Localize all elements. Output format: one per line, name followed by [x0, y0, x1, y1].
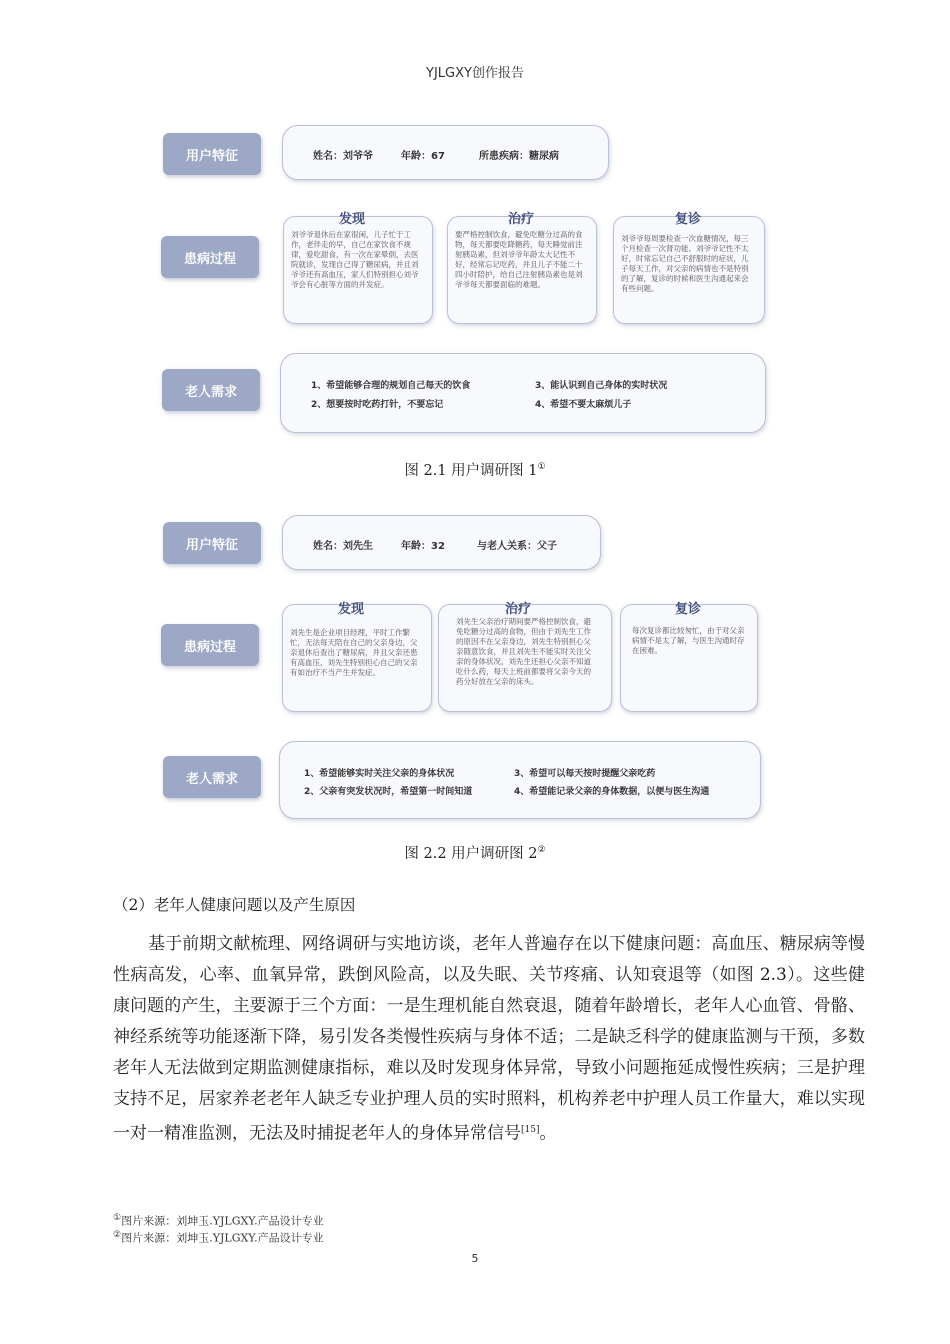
figure-caption-2	[0, 842, 950, 863]
user-relation: 与老人关系：父子	[477, 541, 557, 552]
revisit-text: 刘爷爷每周要检查一次血糖情况，每三个月检查一次肾功能。刘爷爷记性不太好，时常忘记自己不舒服时的症状，儿子每天工作，对父亲的病情也不是特别的了解，复诊的时候和医生沟通起来会有些问题。	[621, 234, 749, 293]
label-user-traits: 用户特征	[163, 522, 261, 564]
caption-text: 图 2.1 用户调研图 1	[404, 463, 538, 479]
need-item: 1、希望能够合理的规划自己每天的饮食	[311, 381, 471, 391]
user-disease: 所患疾病：糖尿病	[479, 151, 559, 162]
page-number: 5	[471, 1252, 479, 1265]
user-info-card	[282, 515, 601, 570]
caption-footnote-mark: ①	[537, 462, 546, 473]
user-age: 年龄：32	[401, 541, 445, 552]
body-paragraph	[113, 929, 865, 1150]
treatment-title: 治疗	[504, 602, 531, 617]
discover-title: 发现	[337, 602, 364, 617]
footnote	[113, 1212, 324, 1229]
treatment-text: 要严格控制饮食，避免吃糖分过高的食物，每天都要吃降糖药，每天睡觉前注射胰岛素，但刘爷爷年龄太大记性不好，经常忘记吃药，并且儿子不能二十四小时陪护，给自己注射胰岛素也是刘爷爷每天都要面临的难题。	[455, 230, 583, 289]
needs-card	[280, 353, 766, 433]
revisit-title: 复诊	[674, 212, 701, 227]
caption-footnote-mark: ②	[537, 845, 546, 856]
need-item: 1、希望能够实时关注父亲的身体状况	[304, 769, 455, 779]
need-item: 4、希望不要太麻烦儿子	[535, 400, 632, 410]
section-heading: （2）老年人健康问题以及产生原因	[113, 896, 356, 914]
citation-ref: [15]	[521, 1125, 540, 1135]
need-item: 3、希望可以每天按时提醒父亲吃药	[514, 769, 656, 779]
paragraph-text: 基于前期文献梳理、网络调研与实地访谈，老年人普遍存在以下健康问题：高血压、糖尿病等慢性病高发，心率、血氧异常，跌倒风险高，以及失眠、关节疼痛、认知衰退等（如图 2.3）。这些健康问题的产生，主要源于三个方面：一是生理机能自然衰退，随着年龄增长，老年人心血管、骨骼、神经系统等功能逐渐下降，易引发各类慢性疾病与身体不适；二是缺乏科学的健康监测与干预，多数老年人无法做到定期监测健康指标，难以及时发现身体异常，导致小问题拖延成慢性疾病；三是护理支持不足，居家养老老年人缺乏专业护理人员的实时照料，机构养老中护理人员工作量大，难以实现一对一精准监测，无法及时捕捉老年人的身体异常信号	[113, 934, 865, 1144]
need-item: 3、能认识到自己身体的实时状况	[535, 381, 668, 391]
page-header: YJLGXY创作报告	[426, 66, 524, 81]
needs-card	[279, 741, 761, 819]
user-name: 姓名：刘爷爷	[313, 151, 373, 162]
footnote	[113, 1229, 324, 1246]
treatment-title: 治疗	[507, 212, 534, 227]
footnote-mark: ①	[113, 1212, 122, 1223]
need-item: 2、想要按时吃药打针，不要忘记	[311, 400, 444, 410]
need-item: 4、希望能记录父亲的身体数据，以便与医生沟通	[514, 787, 710, 797]
figure-caption-1	[0, 459, 950, 480]
label-illness-process: 患病过程	[161, 236, 259, 278]
label-elder-needs: 老人需求	[162, 369, 260, 411]
paragraph-end: 。	[539, 1123, 557, 1144]
footnote-text: 图片来源：刘坤玉.YJLGXY.产品设计专业	[121, 1231, 324, 1245]
label-user-traits: 用户特征	[163, 133, 261, 175]
label-illness-process: 患病过程	[161, 624, 259, 666]
revisit-title: 复诊	[674, 602, 701, 617]
revisit-text: 每次复诊都比较匆忙，由于对父亲病情不是太了解，与医生沟通时存在困难。	[632, 626, 745, 655]
treatment-text: 刘先生父亲治疗期间要严格控制饮食，避免吃糖分过高的食物，但由于刘先生工作的原因不在父亲身边，刘先生特别担心父亲随意饮食，并且刘先生不能实时关注父亲的身体状况，刘先生还担心父亲不知道吃什么药，每天上班前都要将父亲今天的药分好放在父亲的床头。	[456, 617, 591, 686]
footnote-mark: ②	[113, 1229, 122, 1240]
discover-text: 刘爷爷退休后在家很闲，儿子忙于工作，老伴走的早，自己在家饮食不规律，爱吃甜食，有一次在家晕倒，去医院就诊，发现自己得了糖尿病，并且刘爷爷还有高血压，家人们特别担心刘爷爷会有心脏等方面的并发症。	[291, 230, 419, 289]
user-name: 姓名：刘先生	[313, 541, 373, 552]
user-age: 年龄：67	[401, 151, 445, 162]
need-item: 2、父亲有突发状况时，希望第一时间知道	[304, 787, 473, 797]
label-elder-needs: 老人需求	[163, 756, 261, 798]
footnote-text: 图片来源：刘坤玉.YJLGXY.产品设计专业	[121, 1214, 324, 1228]
caption-text: 图 2.2 用户调研图 2	[404, 846, 538, 862]
user-info-card	[282, 125, 609, 180]
discover-title: 发现	[338, 212, 365, 227]
card-revisit	[620, 604, 758, 712]
discover-text: 刘先生是企业项目经理，平时工作繁忙，无法每天陪在自己的父亲身边，父亲退休后查出了糖尿病，并且父亲还患有高血压，刘先生特别担心自己的父亲有如治疗不当产生并发症。	[290, 628, 418, 677]
